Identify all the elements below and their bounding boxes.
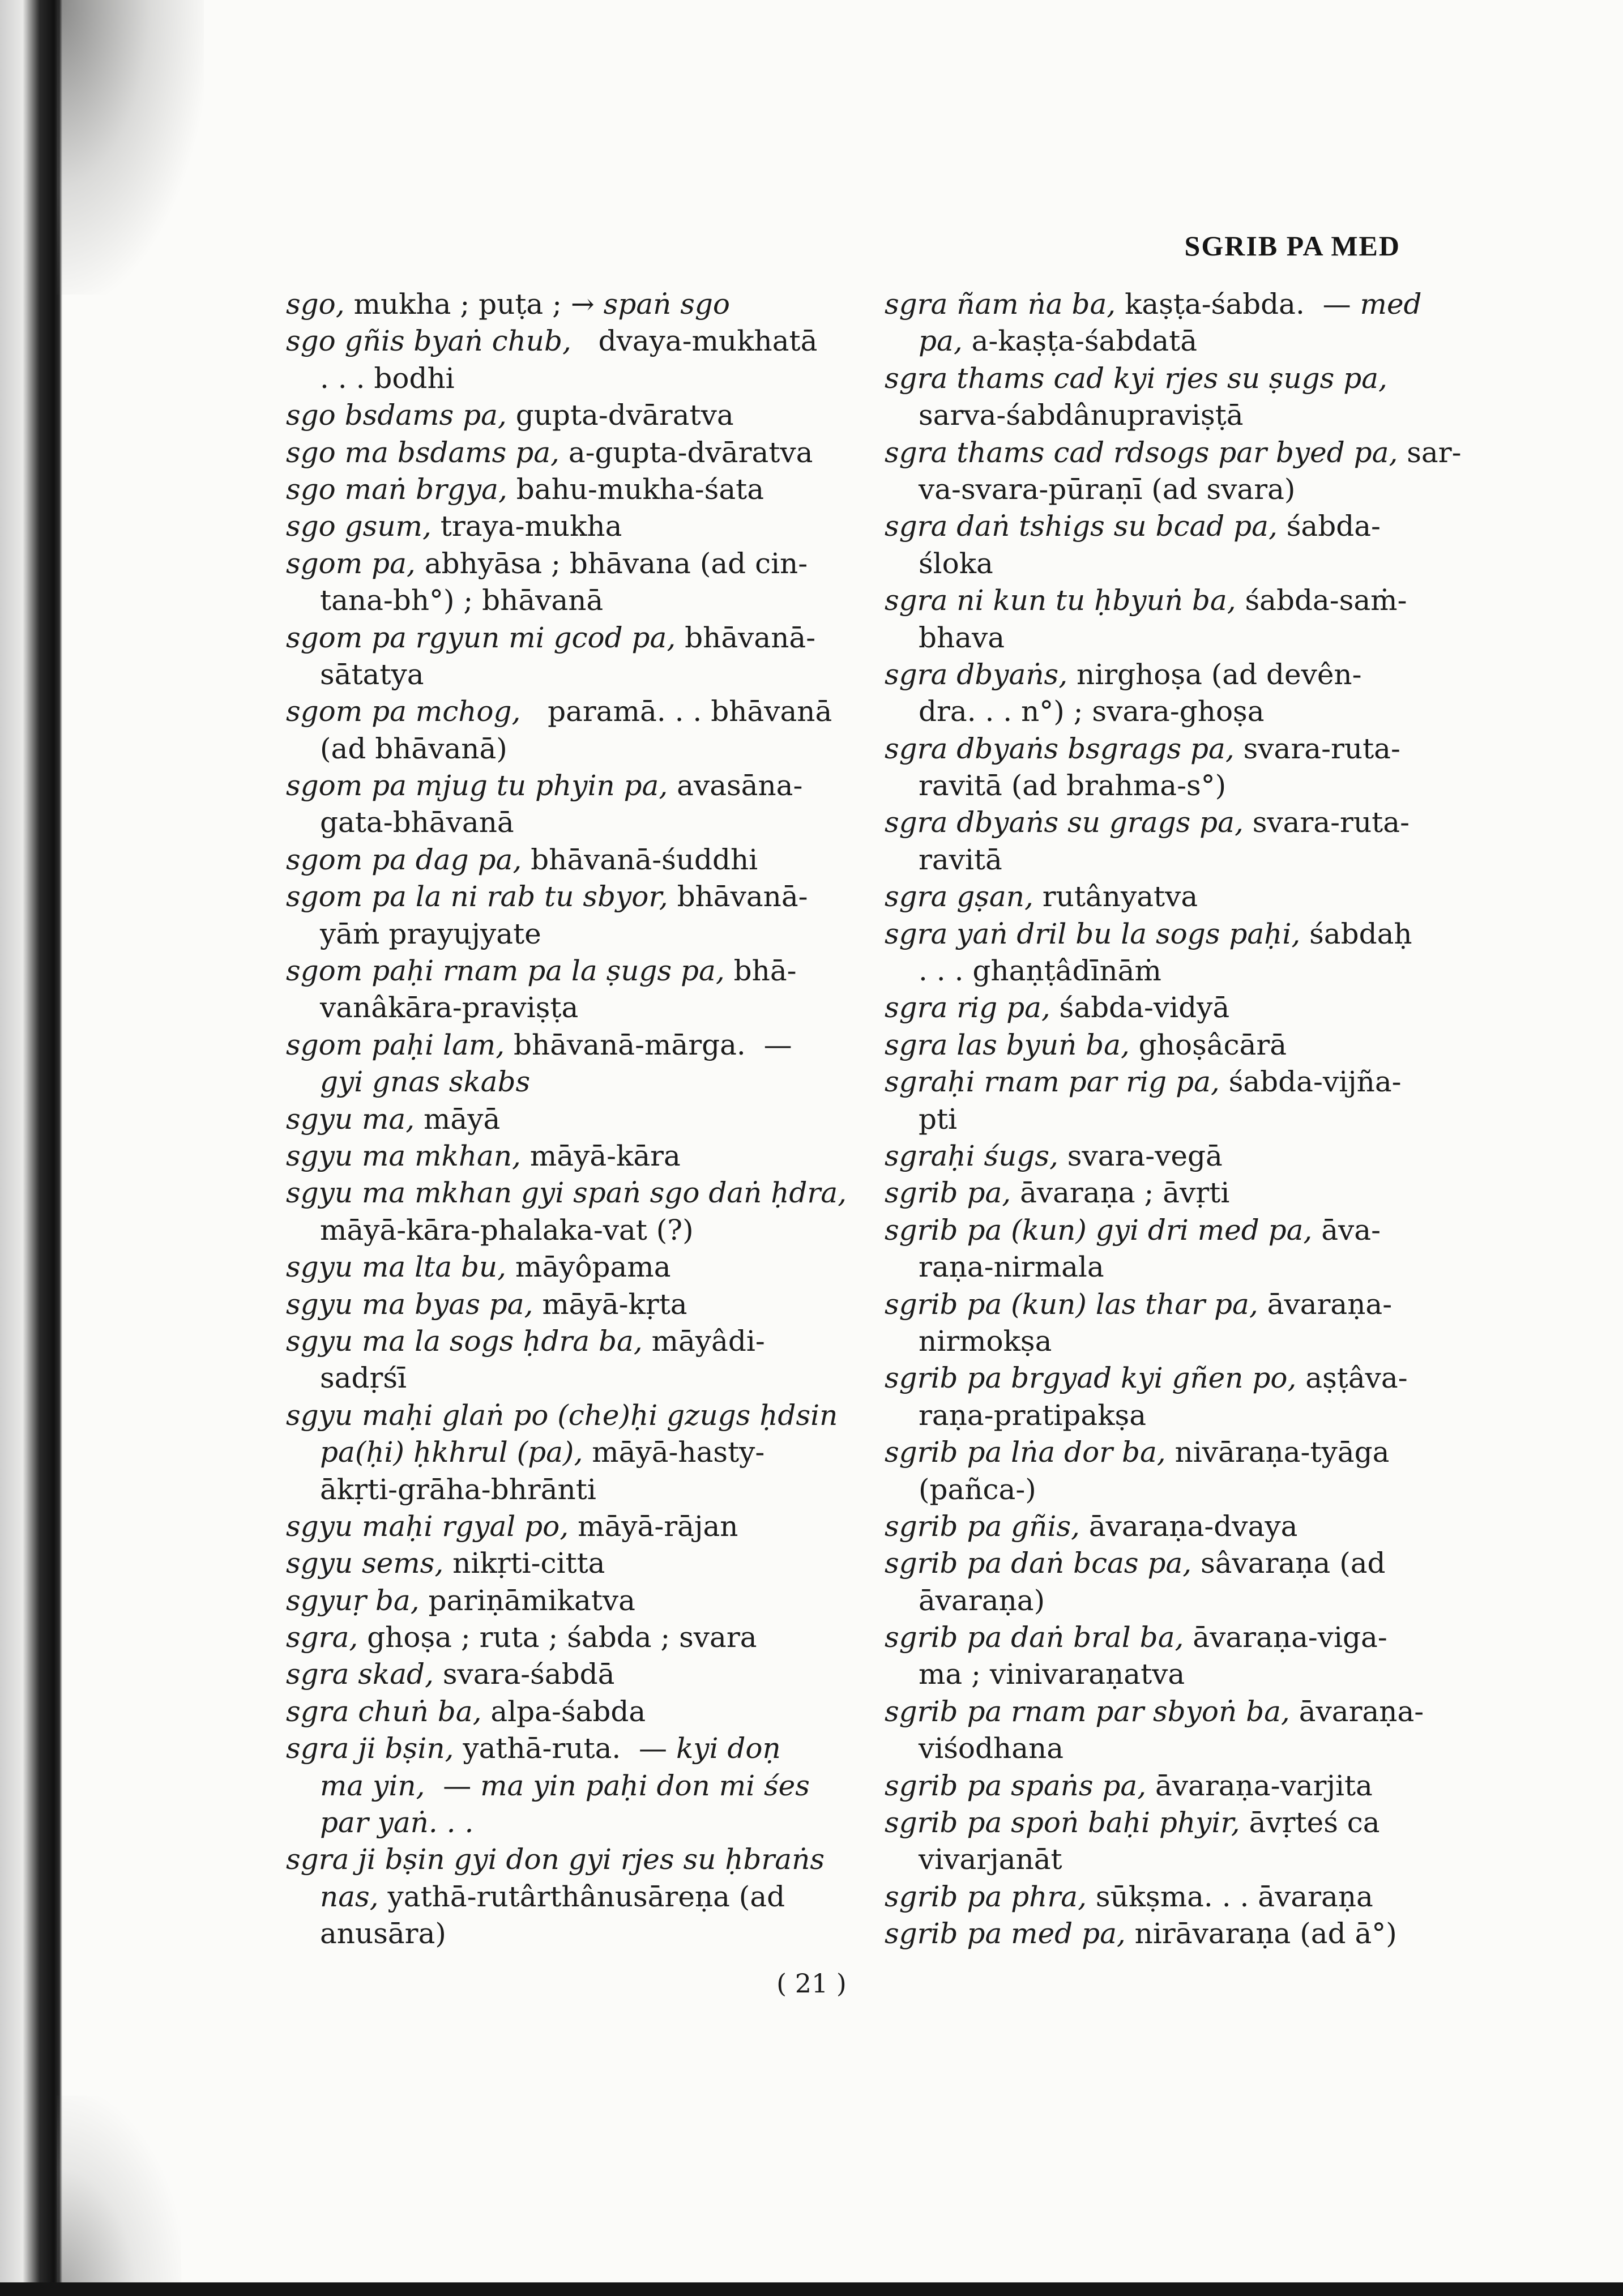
tibetan-headword: sgo maṅ brgya, <box>286 472 507 506</box>
dictionary-entry-line <box>885 656 1440 693</box>
spine-shadow-bottom <box>57 2096 181 2296</box>
sanskrit-equivalent: sarva-śabdânupraviṣṭā <box>919 399 1244 432</box>
dictionary-entry-line <box>885 878 1440 915</box>
entry-continuation-line <box>286 989 818 1026</box>
tibetan-headword: sgyu ma mkhan gyi spaṅ sgo daṅ ḥdra, <box>286 1176 847 1210</box>
dictionary-entry-line <box>286 1582 818 1619</box>
sanskrit-equivalent: ākṛti-grāha-bhrānti <box>320 1473 596 1506</box>
dictionary-entry-line <box>286 434 818 471</box>
tibetan-headword: sgrib pa gñis, <box>885 1509 1080 1543</box>
entry-continuation-line <box>885 545 1440 582</box>
dictionary-entry-line <box>885 1027 1440 1064</box>
dictionary-entry-line <box>286 1101 818 1138</box>
dictionary-entry-line <box>885 1508 1440 1545</box>
sanskrit-equivalent: āvaraṇa- <box>1258 1287 1393 1321</box>
sanskrit-equivalent: ravitā (ad brahma-s°) <box>919 769 1227 803</box>
tibetan-headword: sgrib pa phra, <box>885 1880 1087 1913</box>
sanskrit-equivalent: māyā-kṛta <box>533 1287 687 1321</box>
dictionary-entry-line <box>286 878 818 915</box>
sanskrit-equivalent: bhāvanā- <box>668 880 808 914</box>
sanskrit-equivalent: āva- <box>1312 1213 1381 1247</box>
sanskrit-equivalent: ravitā <box>919 843 1002 876</box>
sanskrit-equivalent: sātatya <box>320 658 424 691</box>
tibetan-headword: sgra dbyaṅs bsgrags pa, <box>885 732 1235 765</box>
dictionary-entry-line <box>286 693 832 730</box>
dictionary-entry-line <box>885 508 1440 545</box>
sanskrit-equivalent: vivarjanāt <box>919 1843 1062 1876</box>
sanskrit-equivalent: raṇa-nirmala <box>919 1251 1104 1284</box>
entry-continuation-line <box>885 1397 1440 1434</box>
entry-continuation-line <box>885 1471 1440 1508</box>
dictionary-entry-line <box>286 1138 818 1175</box>
sanskrit-equivalent: āvaraṇa ; āvṛti <box>1011 1176 1230 1210</box>
sanskrit-equivalent: māyâdi- <box>642 1324 765 1358</box>
tibetan-headword: sgra ji bṣin, <box>286 1732 454 1765</box>
entry-continuation-line <box>885 1730 1440 1767</box>
sanskrit-equivalent: a-kaṣṭa-śabdatā <box>962 325 1198 358</box>
sanskrit-equivalent: śloka <box>919 547 993 580</box>
sanskrit-equivalent: vanâkāra-praviṣṭa <box>320 991 579 1025</box>
tibetan-headword: sgyu ma la sogs ḥdra ba, <box>286 1324 643 1358</box>
sanskrit-equivalent: (ad bhāvanā) <box>320 732 507 765</box>
tibetan-headword: sgrib pa (kun) gyi dri med pa, <box>885 1213 1313 1247</box>
dictionary-entry-line <box>885 989 1440 1026</box>
page-bottom-edge <box>0 2282 1623 2296</box>
sanskrit-equivalent: yāṁ prayujyate <box>320 917 541 950</box>
sanskrit-equivalent: kaṣṭa-śabda. — <box>1116 288 1360 321</box>
entry-continuation-line <box>286 731 818 767</box>
left-column <box>286 286 847 1953</box>
entry-continuation-line <box>286 1064 818 1100</box>
tibetan-headword: sgra ni kun tu ḥbyuṅ ba, <box>885 584 1236 617</box>
entry-continuation-line <box>885 1323 1440 1360</box>
sanskrit-equivalent: va-svara-pūraṇī (ad svara) <box>919 472 1296 506</box>
entry-continuation-line <box>286 1804 818 1841</box>
tibetan-headword: sgyu ma byas pa, <box>286 1287 533 1321</box>
sanskrit-equivalent: āvṛteś ca <box>1240 1806 1380 1840</box>
tibetan-headword: sgraḥi rnam par rig pa, <box>885 1065 1220 1099</box>
dictionary-entry-line <box>286 842 818 878</box>
entry-continuation-line <box>286 656 818 693</box>
dictionary-entry-line <box>286 471 818 508</box>
tibetan-headword: sgra gṣan, <box>885 880 1033 914</box>
dictionary-entry-line <box>286 1323 818 1360</box>
tibetan-headword: sgrib pa daṅ bral ba, <box>885 1621 1184 1654</box>
entry-continuation-line <box>286 1471 818 1508</box>
entry-continuation-line <box>286 1768 818 1804</box>
sanskrit-equivalent: anusāra) <box>320 1917 446 1951</box>
tibetan-headword: sgrib pa lṅa dor ba, <box>885 1436 1166 1469</box>
tibetan-headword: sgra rig pa, <box>885 991 1050 1025</box>
sanskrit-equivalent: gupta-dvāratva <box>506 399 734 432</box>
sanskrit-equivalent: śabda-saṁ- <box>1236 584 1407 617</box>
tibetan-headword: sgyu ma lta bu, <box>286 1251 507 1284</box>
dictionary-entry-line <box>885 1138 1440 1175</box>
sanskrit-equivalent: bhāvanā-mārga. — <box>505 1028 792 1061</box>
sanskrit-equivalent: paramā. . . bhāvanā <box>520 695 832 728</box>
tibetan-headword: sgra thams cad rdsogs par byed pa, <box>885 436 1398 469</box>
tibetan-headword: pa(ḥi) ḥkhrul (pa), <box>320 1436 583 1469</box>
dictionary-entry-line <box>885 1064 1440 1100</box>
dictionary-entry-line <box>286 397 818 434</box>
tibetan-headword: sgom paḥi rnam pa la ṣugs pa, <box>286 954 725 988</box>
sanskrit-equivalent: yathā-rutârthânusāreṇa (ad <box>378 1880 785 1913</box>
tibetan-headword: sgra chuṅ ba, <box>286 1695 482 1728</box>
dictionary-entry-line <box>885 1175 1440 1211</box>
sanskrit-equivalent: śabda-vidyā <box>1050 991 1230 1025</box>
sanskrit-equivalent: āvaraṇa-varjita <box>1146 1769 1373 1802</box>
dictionary-entry-line <box>885 286 1440 323</box>
tibetan-headword: sgo gñis byaṅ chub, <box>286 325 571 358</box>
sanskrit-equivalent: svara-vegā <box>1058 1139 1223 1172</box>
sanskrit-equivalent: tana-bh°) ; bhāvanā <box>320 584 604 617</box>
sanskrit-equivalent: a-gupta-dvāratva <box>559 436 813 469</box>
tibetan-cross-reference: ma yin paḥi don mi śes <box>480 1769 810 1802</box>
tibetan-headword: sgom pa, <box>286 547 416 580</box>
entry-continuation-line <box>286 1915 818 1952</box>
tibetan-headword: sgrib pa spoṅ baḥi phyir, <box>885 1806 1240 1840</box>
sanskrit-equivalent: svara-śabdā <box>433 1658 615 1691</box>
sanskrit-equivalent: dvaya-mukhatā <box>571 325 818 358</box>
dictionary-entry-line <box>286 620 818 656</box>
sanskrit-equivalent: yathā-ruta. — <box>454 1732 676 1765</box>
dictionary-entry-line <box>286 286 818 323</box>
dictionary-entry-line <box>286 1545 818 1582</box>
entry-continuation-line <box>885 397 1440 434</box>
tibetan-headword: sgra skad, <box>286 1658 434 1691</box>
dictionary-entry-line <box>885 916 1440 953</box>
sanskrit-equivalent: nikṛti-citta <box>443 1547 605 1580</box>
entry-continuation-line <box>286 1434 818 1471</box>
right-column <box>885 286 1462 1953</box>
tibetan-headword: par yaṅ. . . <box>320 1806 474 1840</box>
sanskrit-equivalent: śabda- <box>1277 510 1381 543</box>
entry-continuation-line <box>885 767 1440 804</box>
sanskrit-equivalent: ghoṣâcārā <box>1129 1028 1287 1061</box>
tibetan-headword: sgo, <box>286 288 345 321</box>
sanskrit-equivalent: āvaraṇa) <box>919 1584 1045 1617</box>
tibetan-headword: nas, <box>320 1880 379 1913</box>
sanskrit-equivalent: bhāvanā-śuddhi <box>522 843 758 876</box>
sanskrit-equivalent: viśodhana <box>919 1732 1064 1765</box>
sanskrit-equivalent: raṇa-pratipakṣa <box>919 1398 1147 1432</box>
tibetan-headword: sgom pa mchog, <box>286 695 521 728</box>
dictionary-entry-line <box>885 1879 1440 1915</box>
dictionary-entry-line <box>885 1434 1440 1471</box>
dictionary-entry-line <box>885 1545 1440 1582</box>
tibetan-headword: sgra yaṅ dril bu la sogs paḥi, <box>885 917 1301 950</box>
sanskrit-equivalent: pariṇāmikatva <box>419 1584 635 1617</box>
tibetan-headword: sgo ma bsdams pa, <box>286 436 559 469</box>
entry-continuation-line <box>885 842 1440 878</box>
entry-continuation-line <box>885 1656 1440 1693</box>
tibetan-headword: sgra las byuṅ ba, <box>885 1028 1130 1061</box>
sanskrit-equivalent: māyā <box>415 1102 501 1136</box>
sanskrit-equivalent: gata-bhāvanā <box>320 806 514 839</box>
sanskrit-equivalent: śabdaḥ <box>1300 917 1412 950</box>
tibetan-headword: sgom pa la ni rab tu sbyor, <box>286 880 668 914</box>
dictionary-entry-line <box>286 1249 818 1286</box>
sanskrit-equivalent: māyā-hasty- <box>583 1436 765 1469</box>
tibetan-headword: sgyu ma, <box>286 1102 415 1136</box>
entry-continuation-line <box>885 1582 1440 1619</box>
tibetan-headword: sgrib pa med pa, <box>885 1917 1126 1951</box>
sanskrit-equivalent: nivāraṇa-tyāga <box>1165 1436 1390 1469</box>
sanskrit-equivalent: dra. . . n°) ; svara-ghoṣa <box>919 695 1265 728</box>
entry-continuation-line <box>885 1101 1440 1138</box>
tibetan-headword: sgo bsdams pa, <box>286 399 507 432</box>
entry-continuation-line <box>286 360 818 397</box>
entry-continuation-line <box>286 916 818 953</box>
tibetan-headword: sgra dbyaṅs, <box>885 658 1068 691</box>
sanskrit-equivalent: bhāvanā- <box>676 621 816 654</box>
sanskrit-equivalent: rutânyatva <box>1033 880 1198 914</box>
sanskrit-equivalent: traya-mukha <box>431 510 622 543</box>
dictionary-entry-line <box>286 1286 818 1323</box>
dictionary-entry-line <box>885 1915 1440 1952</box>
sanskrit-equivalent: bhā- <box>724 954 797 988</box>
book-spine <box>0 0 62 2296</box>
tibetan-headword: sgo gsum, <box>286 510 432 543</box>
sanskrit-equivalent: bhava <box>919 621 1005 654</box>
running-head: SGRIB PA MED <box>1184 230 1400 262</box>
sanskrit-equivalent: svara-ruta- <box>1243 806 1410 839</box>
tibetan-headword: sgra daṅ tshigs su bcad pa, <box>885 510 1278 543</box>
dictionary-entry-line <box>885 1619 1440 1656</box>
dictionary-entry-line <box>885 1212 1440 1249</box>
tibetan-headword: sgrib pa (kun) las thar pa, <box>885 1287 1258 1321</box>
dictionary-entry-line <box>286 508 818 545</box>
sanskrit-equivalent: (pañca-) <box>919 1473 1036 1506</box>
dictionary-entry-line <box>286 1397 838 1434</box>
sanskrit-equivalent: māyā-rājan <box>569 1509 738 1543</box>
tibetan-headword: gyi gnas skabs <box>320 1065 531 1099</box>
sanskrit-equivalent: avasāna- <box>668 769 803 803</box>
dictionary-entry-line <box>286 1027 818 1064</box>
dictionary-entry-line <box>286 953 818 989</box>
sanskrit-equivalent: nirghoṣa (ad devên- <box>1067 658 1362 691</box>
dictionary-entry-line <box>885 582 1440 619</box>
dictionary-entry-line <box>885 1360 1440 1397</box>
sanskrit-equivalent: āvaraṇa- <box>1289 1695 1424 1728</box>
page-number: ( 21 ) <box>776 1968 847 1999</box>
entry-continuation-line <box>885 1841 1440 1878</box>
spine-shadow-top <box>57 0 204 295</box>
entry-continuation-line <box>885 693 1440 730</box>
tibetan-headword: sgom paḥi lam, <box>286 1028 505 1061</box>
dictionary-entry-line <box>885 360 1440 397</box>
tibetan-headword: ma yin, <box>320 1769 425 1802</box>
entry-continuation-line <box>885 953 1440 989</box>
sanskrit-equivalent: ma ; vinivaraṇatva <box>919 1658 1185 1691</box>
sanskrit-equivalent: aṣṭâva- <box>1296 1362 1408 1395</box>
sanskrit-equivalent: sūkṣma. . . āvaraṇa <box>1086 1880 1373 1913</box>
tibetan-headword: sgyu maḥi glaṅ po (che)ḥi gzugs ḥdsin <box>286 1398 838 1432</box>
entry-continuation-line <box>885 471 1440 508</box>
dictionary-entry-line <box>885 804 1440 841</box>
sanskrit-equivalent: alpa-śabda <box>481 1695 646 1728</box>
dictionary-entry-line <box>286 1175 847 1211</box>
sanskrit-equivalent: . . . bodhi <box>320 361 455 395</box>
tibetan-headword: sgra dbyaṅs su grags pa, <box>885 806 1244 839</box>
dictionary-entry-line <box>286 545 818 582</box>
sanskrit-equivalent: ghoṣa ; ruta ; śabda ; svara <box>358 1621 757 1654</box>
tibetan-cross-reference: spaṅ sgo <box>603 288 730 321</box>
tibetan-headword: sgyu maḥi rgyal po, <box>286 1509 569 1543</box>
tibetan-headword: sgra ñam ṅa ba, <box>885 288 1116 321</box>
sanskrit-equivalent: āvaraṇa-viga- <box>1184 1621 1387 1654</box>
entry-continuation-line <box>286 582 818 619</box>
entry-continuation-line <box>286 1212 818 1249</box>
dictionary-entry-line <box>286 767 818 804</box>
sanskrit-equivalent: māyôpama <box>506 1251 671 1284</box>
dictionary-entry-line <box>286 323 818 360</box>
entry-continuation-line <box>286 1360 818 1397</box>
tibetan-headword: sgyuṛ ba, <box>286 1584 420 1617</box>
entry-continuation-line <box>286 804 818 841</box>
sanskrit-equivalent: sadṛśī <box>320 1362 407 1395</box>
entry-continuation-line <box>885 620 1440 656</box>
sanskrit-equivalent: māyā-kāra-phalaka-vat (?) <box>320 1213 694 1247</box>
sanskrit-equivalent: sâvaraṇa (ad <box>1191 1547 1386 1580</box>
tibetan-headword: sgra thams cad kyi rjes su ṣugs pa, <box>885 361 1387 395</box>
sanskrit-equivalent: abhyāsa ; bhāvana (ad cin- <box>415 547 808 580</box>
tibetan-headword: sgra, <box>286 1621 358 1654</box>
sanskrit-equivalent: bahu-mukha-śata <box>507 472 764 506</box>
dictionary-entry-line <box>885 1286 1440 1323</box>
dictionary-entry-line <box>885 434 1462 471</box>
tibetan-headword: sgrib pa brgyad kyi gñen po, <box>885 1362 1297 1395</box>
tibetan-cross-reference: kyi doṇ <box>676 1732 781 1765</box>
sanskrit-equivalent: śabda-vijña- <box>1219 1065 1402 1099</box>
tibetan-headword: sgraḥi śugs, <box>885 1139 1058 1172</box>
sanskrit-equivalent: āvaraṇa-dvaya <box>1079 1509 1298 1543</box>
sanskrit-equivalent: pti <box>919 1102 958 1136</box>
tibetan-headword: sgra ji bṣin gyi don gyi rjes su ḥbraṅs <box>286 1843 825 1876</box>
entry-continuation-line <box>885 323 1440 360</box>
tibetan-headword: sgyu ma mkhan, <box>286 1139 521 1172</box>
dictionary-entry-line <box>286 1508 818 1545</box>
dictionary-entry-line <box>885 1804 1440 1841</box>
dictionary-entry-line <box>286 1693 818 1730</box>
sanskrit-equivalent: svara-ruta- <box>1234 732 1400 765</box>
sanskrit-equivalent: sar- <box>1398 436 1462 469</box>
entry-continuation-line <box>286 1879 818 1915</box>
sanskrit-equivalent: nirāvaraṇa (ad ā°) <box>1125 1917 1397 1951</box>
tibetan-headword: sgom pa rgyun mi gcod pa, <box>286 621 676 654</box>
sanskrit-equivalent: nirmokṣa <box>919 1324 1052 1358</box>
tibetan-headword: sgom pa mjug tu phyin pa, <box>286 769 668 803</box>
tibetan-headword: pa, <box>919 325 963 358</box>
tibetan-headword: sgrib pa, <box>885 1176 1011 1210</box>
tibetan-headword: sgrib pa daṅ bcas pa, <box>885 1547 1192 1580</box>
dictionary-entry-line <box>286 1656 818 1693</box>
tibetan-headword: sgrib pa rnam par sbyoṅ ba, <box>885 1695 1290 1728</box>
dictionary-entry-line <box>885 1768 1440 1804</box>
tibetan-cross-reference: med <box>1360 288 1422 321</box>
sanskrit-equivalent: — <box>425 1769 481 1802</box>
sanskrit-equivalent: . . . ghaṇṭâdīnāṁ <box>919 954 1161 988</box>
dictionary-entry-line <box>885 1693 1440 1730</box>
dictionary-entry-line <box>286 1730 818 1767</box>
tibetan-headword: sgyu sems, <box>286 1547 444 1580</box>
dictionary-entry-line <box>885 731 1440 767</box>
sanskrit-equivalent: mukha ; puṭa ; → <box>344 288 604 321</box>
tibetan-headword: sgrib pa spaṅs pa, <box>885 1769 1147 1802</box>
entry-continuation-line <box>885 1249 1440 1286</box>
sanskrit-equivalent: māyā-kāra <box>520 1139 681 1172</box>
tibetan-headword: sgom pa dag pa, <box>286 843 522 876</box>
dictionary-entry-line <box>286 1841 825 1878</box>
dictionary-entry-line <box>286 1619 818 1656</box>
